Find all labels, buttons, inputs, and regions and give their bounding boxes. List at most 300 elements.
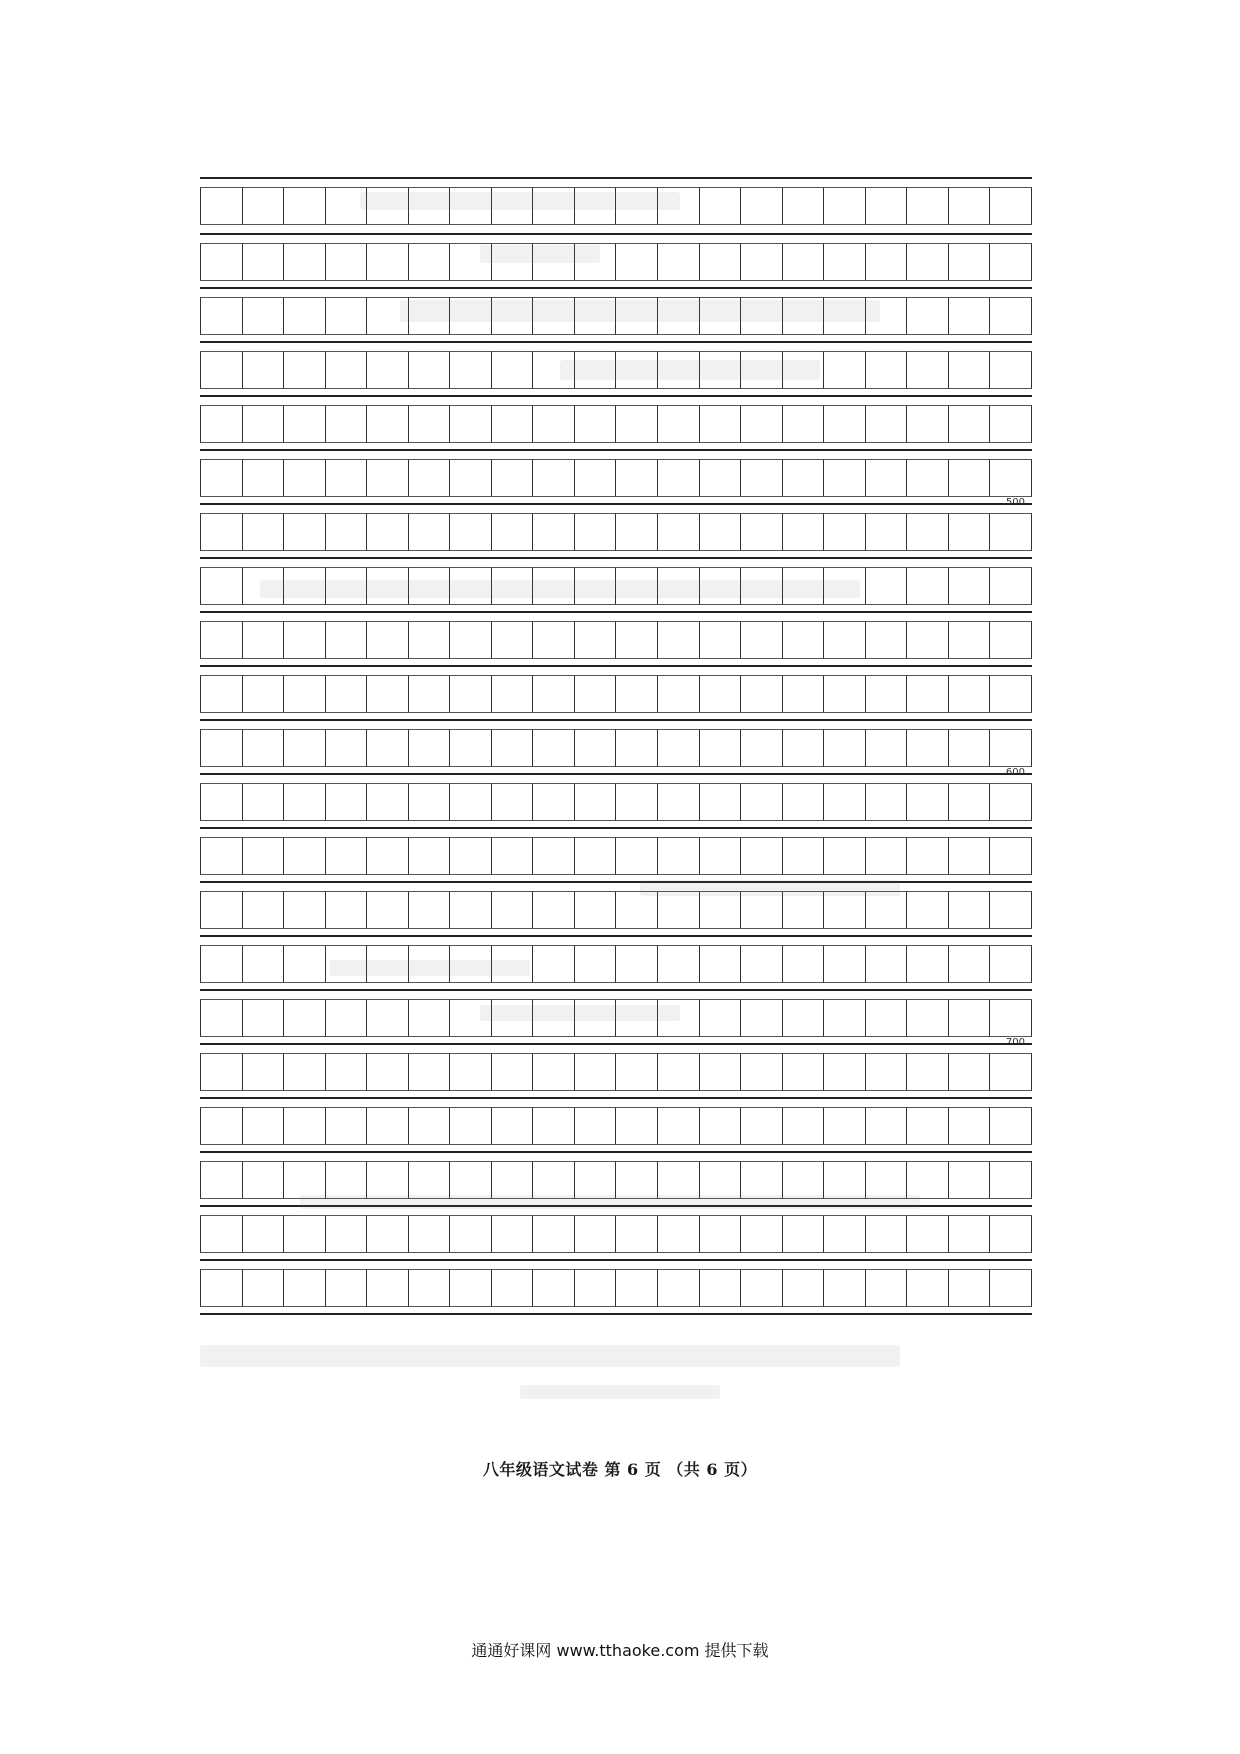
grid-cell (699, 1161, 741, 1199)
grid-cell (989, 243, 1032, 281)
grid-cell (200, 243, 242, 281)
grid-cell (200, 1107, 242, 1145)
grid-cell (242, 999, 284, 1037)
grid-cell (906, 891, 948, 929)
grid-cell (906, 675, 948, 713)
grid-cell (283, 297, 325, 335)
grid-cell (615, 405, 657, 443)
grid-cell (823, 1107, 865, 1145)
grid-cell (782, 459, 824, 497)
grid-cell (449, 513, 491, 551)
grid-cell (325, 1053, 367, 1091)
grid-cell (948, 1161, 990, 1199)
grid-cell (449, 351, 491, 389)
grid-cell (200, 675, 242, 713)
grid-cell (574, 675, 616, 713)
grid-cell (782, 891, 824, 929)
grid-cell (491, 1215, 533, 1253)
grid-cell (449, 891, 491, 929)
grid-cell (283, 513, 325, 551)
grid-cell (449, 405, 491, 443)
grid-cell (699, 187, 741, 225)
grid-row (200, 1259, 1032, 1313)
grid-cell (989, 297, 1032, 335)
grid-cell (865, 729, 907, 767)
grid-cell (242, 1107, 284, 1145)
grid-cell (823, 1053, 865, 1091)
grid-cell (906, 459, 948, 497)
grid-cell (615, 459, 657, 497)
grid-cell (906, 567, 948, 605)
grid-cell (699, 999, 741, 1037)
grid-cell (242, 891, 284, 929)
grid-cell (615, 837, 657, 875)
grid-cell (823, 837, 865, 875)
page-footer: 八年级语文试卷 第 6 页 （共 6 页） (482, 1460, 758, 1479)
grid-cell (408, 351, 450, 389)
grid-cell (532, 1161, 574, 1199)
grid-cell (989, 187, 1032, 225)
grid-cell (699, 459, 741, 497)
grid-cell (574, 621, 616, 659)
word-count-marker: 500 (1005, 497, 1025, 508)
grid-cell (699, 513, 741, 551)
grid-cell (782, 513, 824, 551)
grid-cell (740, 405, 782, 443)
grid-row (200, 935, 1032, 989)
grid-cell (823, 1215, 865, 1253)
grid-cell (615, 1215, 657, 1253)
grid-cell (491, 459, 533, 497)
grid-cell (865, 621, 907, 659)
grid-cell (366, 837, 408, 875)
grid-cell (408, 621, 450, 659)
grid-cell (574, 459, 616, 497)
grid-cell (408, 459, 450, 497)
grid-row (200, 233, 1032, 287)
grid-cell (948, 351, 990, 389)
grid-cell (449, 837, 491, 875)
download-watermark: 通通好课网 www.tthaoke.com 提供下载 (471, 1641, 769, 1660)
grid-cell (740, 1269, 782, 1307)
grid-cell (740, 783, 782, 821)
grid-cell (574, 405, 616, 443)
grid-cell (200, 187, 242, 225)
grid-cell (657, 405, 699, 443)
grid-cell (657, 837, 699, 875)
grid-cell (532, 891, 574, 929)
grid-cell (574, 891, 616, 929)
grid-cell (699, 1107, 741, 1145)
grid-cell (865, 405, 907, 443)
grid-cell (200, 783, 242, 821)
grid-cell (782, 1107, 824, 1145)
grid-cell (615, 1053, 657, 1091)
grid-cell (823, 621, 865, 659)
grid-cell (989, 405, 1032, 443)
grid-cell (532, 621, 574, 659)
word-count-marker: 600 (1005, 767, 1025, 778)
grid-row (200, 1043, 1032, 1097)
grid-cell (823, 459, 865, 497)
grid-cell (865, 243, 907, 281)
grid-cell (449, 1215, 491, 1253)
grid-cell (325, 513, 367, 551)
grid-cell (865, 999, 907, 1037)
grid-cell (906, 1161, 948, 1199)
grid-row (200, 665, 1032, 719)
grid-cell (865, 891, 907, 929)
grid-cell (491, 1161, 533, 1199)
grid-cell (865, 567, 907, 605)
grid-cell (823, 675, 865, 713)
grid-cell (242, 1269, 284, 1307)
grid-cell (865, 351, 907, 389)
grid-cell (532, 1215, 574, 1253)
grid-cell (366, 675, 408, 713)
grid-cell (200, 891, 242, 929)
grid-cell (865, 187, 907, 225)
grid-cell (906, 297, 948, 335)
grid-cell (906, 945, 948, 983)
grid-cell (699, 1215, 741, 1253)
grid-cell (906, 1215, 948, 1253)
grid-cell (823, 783, 865, 821)
grid-row (200, 881, 1032, 935)
grid-cell (491, 783, 533, 821)
grid-cell (532, 783, 574, 821)
grid-cell (740, 1053, 782, 1091)
grid-cell (366, 729, 408, 767)
grid-cell (657, 1269, 699, 1307)
grid-cell (699, 621, 741, 659)
grid-cell (657, 621, 699, 659)
grid-cell (865, 1053, 907, 1091)
grid-row (200, 395, 1032, 449)
grid-cell (283, 459, 325, 497)
grid-cell (449, 1161, 491, 1199)
grid-cell (699, 1269, 741, 1307)
grid-cell (491, 621, 533, 659)
grid-cell (657, 513, 699, 551)
grid-cell (366, 459, 408, 497)
grid-cell (449, 729, 491, 767)
grid-cell (823, 187, 865, 225)
grid-cell (823, 729, 865, 767)
grid-cell (782, 675, 824, 713)
grid-cell (242, 297, 284, 335)
grid-cell (989, 351, 1032, 389)
grid-cell (948, 945, 990, 983)
grid-cell (325, 1269, 367, 1307)
grid-cell (740, 999, 782, 1037)
grid-cell (491, 351, 533, 389)
grid-row (200, 1097, 1032, 1151)
grid-cell (699, 783, 741, 821)
grid-cell (408, 675, 450, 713)
grid-cell (491, 513, 533, 551)
grid-cell (574, 1161, 616, 1199)
grid-cell (449, 1269, 491, 1307)
grid-cell (325, 621, 367, 659)
grid-cell (242, 351, 284, 389)
grid-cell (989, 1107, 1032, 1145)
grid-cell (989, 513, 1032, 551)
grid-cell (782, 405, 824, 443)
grid-cell (283, 1107, 325, 1145)
grid-cell (408, 243, 450, 281)
grid-cell (532, 513, 574, 551)
grid-cell (408, 1161, 450, 1199)
grid-cell (366, 891, 408, 929)
grid-cell (989, 1269, 1032, 1307)
grid-cell (283, 351, 325, 389)
grid-cell (699, 675, 741, 713)
grid-cell (408, 1107, 450, 1145)
grid-cell (200, 405, 242, 443)
grid-cell (948, 675, 990, 713)
grid-cell (615, 621, 657, 659)
grid-cell (242, 1161, 284, 1199)
grid-cell (615, 1161, 657, 1199)
grid-cell (948, 783, 990, 821)
grid-cell (615, 945, 657, 983)
grid-cell (823, 1269, 865, 1307)
grid-cell (865, 1215, 907, 1253)
grid-cell (865, 675, 907, 713)
grid-cell (242, 837, 284, 875)
grid-cell (491, 675, 533, 713)
grid-cell (989, 945, 1032, 983)
grid-row (200, 503, 1032, 557)
grid-cell (615, 675, 657, 713)
grid-cell (200, 945, 242, 983)
grid-cell (491, 1269, 533, 1307)
grid-cell (989, 675, 1032, 713)
word-count-marker: 700 (1005, 1037, 1025, 1048)
grid-cell (532, 945, 574, 983)
grid-cell (699, 243, 741, 281)
grid-cell (408, 837, 450, 875)
grid-cell (699, 1053, 741, 1091)
grid-cell (325, 351, 367, 389)
grid-row (200, 1205, 1032, 1259)
grid-cell (408, 1215, 450, 1253)
grid-cell (782, 999, 824, 1037)
grid-cell (283, 1269, 325, 1307)
grid-cell (948, 891, 990, 929)
grid-cell (574, 729, 616, 767)
grid-cell (449, 1107, 491, 1145)
grid-cell (615, 1269, 657, 1307)
grid-cell (325, 675, 367, 713)
grid-cell (823, 243, 865, 281)
grid-cell (366, 999, 408, 1037)
grid-cell (989, 891, 1032, 929)
grid-cell (200, 351, 242, 389)
grid-cell (948, 1269, 990, 1307)
grid-cell (574, 513, 616, 551)
grid-cell (948, 621, 990, 659)
grid-cell (408, 999, 450, 1037)
grid-cell (948, 405, 990, 443)
grid-cell (200, 837, 242, 875)
grid-cell (989, 1053, 1032, 1091)
grid-cell (408, 513, 450, 551)
grid-cell (906, 1053, 948, 1091)
grid-cell (823, 351, 865, 389)
grid-cell (699, 945, 741, 983)
grid-cell (283, 783, 325, 821)
grid-cell (740, 187, 782, 225)
grid-cell (242, 243, 284, 281)
grid-cell (491, 1053, 533, 1091)
grid-cell (325, 297, 367, 335)
grid-cell (948, 1107, 990, 1145)
grid-cell (989, 621, 1032, 659)
grid-cell (200, 1161, 242, 1199)
grid-cell (906, 243, 948, 281)
grid-cell (242, 187, 284, 225)
grid-cell (532, 675, 574, 713)
grid-cell (906, 1107, 948, 1145)
grid-cell (823, 999, 865, 1037)
grid-cell (948, 459, 990, 497)
grid-cell (989, 1215, 1032, 1253)
grid-cell (366, 1161, 408, 1199)
grid-cell (657, 243, 699, 281)
grid-cell (740, 459, 782, 497)
grid-cell (366, 621, 408, 659)
grid-cell (989, 1161, 1032, 1199)
grid-cell (200, 1269, 242, 1307)
grid-cell (242, 1215, 284, 1253)
grid-cell (532, 837, 574, 875)
grid-cell (906, 837, 948, 875)
grid-cell (948, 243, 990, 281)
grid-cell (657, 1161, 699, 1199)
grid-cell (200, 513, 242, 551)
grid-cell (823, 891, 865, 929)
grid-cell (532, 1107, 574, 1145)
grid-cell (366, 513, 408, 551)
grid-cell (657, 729, 699, 767)
grid-cell (574, 783, 616, 821)
grid-cell (200, 1053, 242, 1091)
grid-cell (657, 1053, 699, 1091)
grid-cell (532, 1053, 574, 1091)
grid-cell (283, 1161, 325, 1199)
grid-cell (740, 837, 782, 875)
grid-cell (242, 783, 284, 821)
grid-cell (906, 351, 948, 389)
grid-cell (532, 729, 574, 767)
grid-cell (657, 675, 699, 713)
grid-cell (865, 513, 907, 551)
grid-cell (491, 837, 533, 875)
grid-cell (532, 1269, 574, 1307)
grid-cell (740, 243, 782, 281)
grid-cell (283, 675, 325, 713)
grid-cell (283, 945, 325, 983)
grid-cell (574, 1269, 616, 1307)
grid-cell (325, 837, 367, 875)
grid-cell (325, 1107, 367, 1145)
grid-cell (325, 999, 367, 1037)
grid-cell (491, 891, 533, 929)
grid-cell (906, 187, 948, 225)
grid-cell (283, 999, 325, 1037)
grid-cell (615, 1107, 657, 1145)
grid-cell (823, 513, 865, 551)
grid-cell (283, 1053, 325, 1091)
grid-cell (906, 621, 948, 659)
grid-cell (657, 1215, 699, 1253)
grid-cell (200, 999, 242, 1037)
grid-cell (408, 405, 450, 443)
grid-cell (408, 729, 450, 767)
grid-cell (657, 891, 699, 929)
grid-cell (200, 297, 242, 335)
grid-cell (283, 621, 325, 659)
grid-cell (948, 187, 990, 225)
grid-cell (615, 891, 657, 929)
grid-cell (242, 405, 284, 443)
grid-cell (200, 567, 242, 605)
grid-cell (283, 243, 325, 281)
grid-cell (782, 729, 824, 767)
grid-cell (532, 405, 574, 443)
grid-cell (948, 837, 990, 875)
grid-cell (242, 675, 284, 713)
grid-cell (989, 567, 1032, 605)
grid-cell (782, 621, 824, 659)
grid-cell (325, 1161, 367, 1199)
grid-cell (948, 297, 990, 335)
grid-cell (740, 675, 782, 713)
grid-cell (283, 405, 325, 443)
grid-cell (906, 513, 948, 551)
grid-cell (740, 945, 782, 983)
grid-cell (948, 729, 990, 767)
grid-cell (615, 513, 657, 551)
grid-cell (782, 1215, 824, 1253)
grid-cell (242, 1053, 284, 1091)
grid-cell (491, 729, 533, 767)
grid-cell (283, 729, 325, 767)
grid-cell (657, 459, 699, 497)
grid-cell (782, 837, 824, 875)
grid-cell (366, 783, 408, 821)
grid-cell (823, 1161, 865, 1199)
grid-cell (865, 1161, 907, 1199)
grid-cell (449, 675, 491, 713)
grid-cell (782, 783, 824, 821)
grid-cell (366, 351, 408, 389)
grid-cell (699, 837, 741, 875)
grid-cell (782, 1269, 824, 1307)
grid-cell (491, 1107, 533, 1145)
grid-cell (823, 405, 865, 443)
grid-cell (200, 729, 242, 767)
grid-cell (366, 1107, 408, 1145)
grid-cell (408, 1053, 450, 1091)
grid-cell (242, 945, 284, 983)
grid-cell (699, 405, 741, 443)
grid-cell (865, 783, 907, 821)
grid-cell (325, 243, 367, 281)
grid-cell (200, 1215, 242, 1253)
